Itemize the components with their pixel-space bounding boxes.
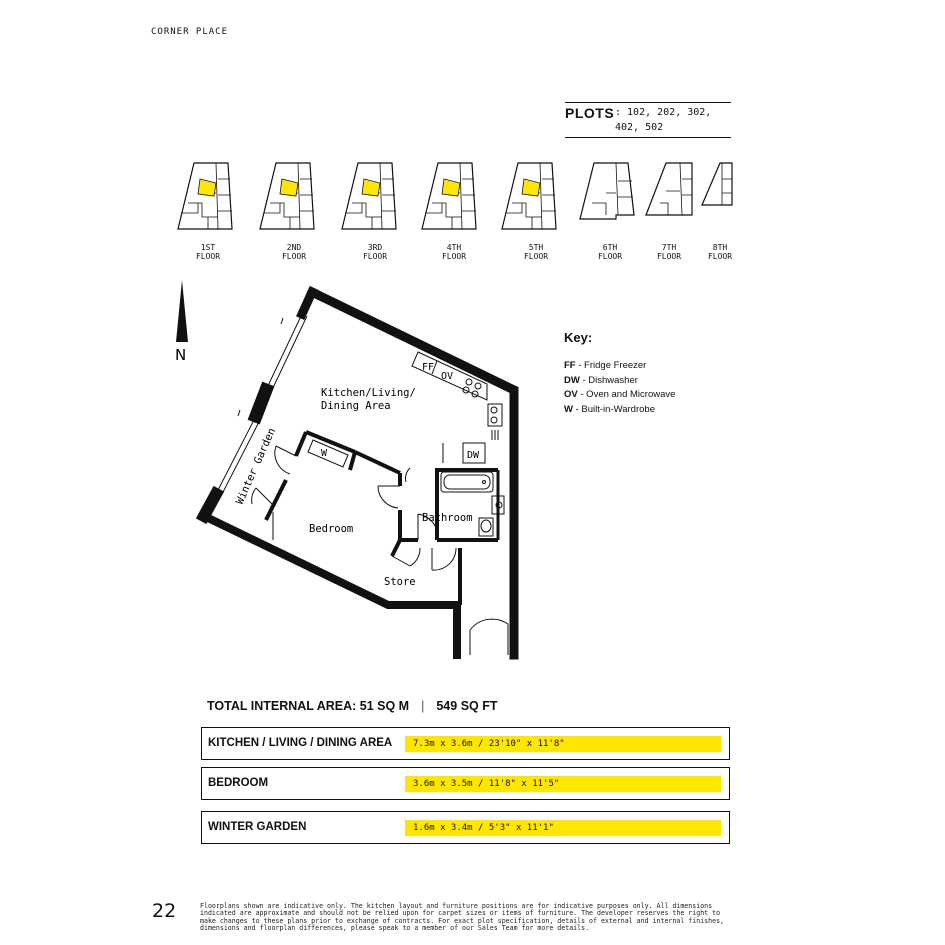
page-number: 22: [152, 900, 177, 922]
total-internal-area: [207, 699, 498, 713]
room-dimensions: 3.6m x 3.5m / 11'8" x 11'5": [405, 776, 721, 792]
north-label: N: [175, 346, 187, 364]
room-name: KITCHEN / LIVING / DINING AREA: [208, 737, 393, 749]
floor-label-1: 1ST FLOOR: [195, 243, 221, 261]
room-row-bedroom: [201, 767, 730, 800]
floor-label-4: 4TH FLOOR: [441, 243, 467, 261]
bathroom-fixtures: [441, 472, 504, 536]
disclaimer-text: Floorplans shown are indicative only. The kitchen layout and furniture positions are for indicative purposes only. All dimensions indicated are approximate and should not be relied upon for carpet sizes or items of furniture. The developer reserves the right to make changes to these plans prior to exchange of contracts. For exact plot specification, details of external and internal finishes, dimensions and floorplan differences, please speak to a member of our Sales Team for more details.: [200, 902, 725, 933]
floor-label-8: 8TH FLOOR: [707, 243, 733, 261]
plots-label: PLOTS: [565, 105, 615, 121]
area-sqm: TOTAL INTERNAL AREA: 51 SQ M: [207, 699, 410, 713]
key-legend: [564, 330, 675, 417]
north-arrow-icon: [175, 280, 188, 364]
area-separator: |: [421, 699, 425, 713]
room-dimensions: 1.6m x 3.4m / 5'3" x 11'1": [405, 820, 721, 836]
area-sqft: 549 SQ FT: [436, 699, 498, 713]
room-row-winter-garden: [201, 811, 730, 844]
room-dimensions: 7.3m x 3.6m / 23'10" x 11'8": [405, 736, 721, 752]
brand-name: CORNER PLACE: [151, 27, 229, 37]
bedroom-label: Bedroom: [309, 523, 354, 535]
key-item-ff: FF - Fridge Freezer: [564, 360, 647, 371]
room-name: WINTER GARDEN: [208, 821, 307, 833]
key-item-dw: DW - Dishwasher: [564, 374, 638, 386]
key-title: Key:: [564, 330, 593, 345]
kitchen-label-line1: Kitchen/Living/: [321, 387, 416, 399]
floor-label-7: 7TH FLOOR: [656, 243, 682, 261]
dw-label: DW: [467, 450, 480, 461]
kitchen-label-line2: Dining Area: [321, 400, 391, 412]
room-name: BEDROOM: [208, 777, 269, 789]
plots-values-line1: : 102, 202, 302,: [615, 107, 712, 118]
store-label: Store: [384, 576, 416, 588]
floor-label-5: 5TH FLOOR: [523, 243, 549, 261]
bathroom-label: Bathroom: [422, 512, 473, 524]
ff-label: FF: [422, 362, 435, 373]
winter-garden-label: Winter Garden: [233, 426, 279, 507]
floor-label-6: 6TH FLOOR: [597, 243, 623, 261]
key-item-w: W - Built-in-Wardrobe: [564, 403, 655, 415]
key-item-ov: OV - Oven and Microwave: [564, 389, 676, 400]
plots-values-line2: 402, 502: [615, 122, 664, 133]
wardrobe-label: W: [321, 448, 328, 459]
wardrobe: [308, 440, 348, 467]
floor-label-2: 2ND FLOOR: [281, 243, 307, 261]
room-row-kitchen: [201, 727, 730, 760]
doors: [252, 446, 508, 655]
floor-label-3: 3RD FLOOR: [362, 243, 388, 261]
ov-label: OV: [441, 371, 454, 382]
